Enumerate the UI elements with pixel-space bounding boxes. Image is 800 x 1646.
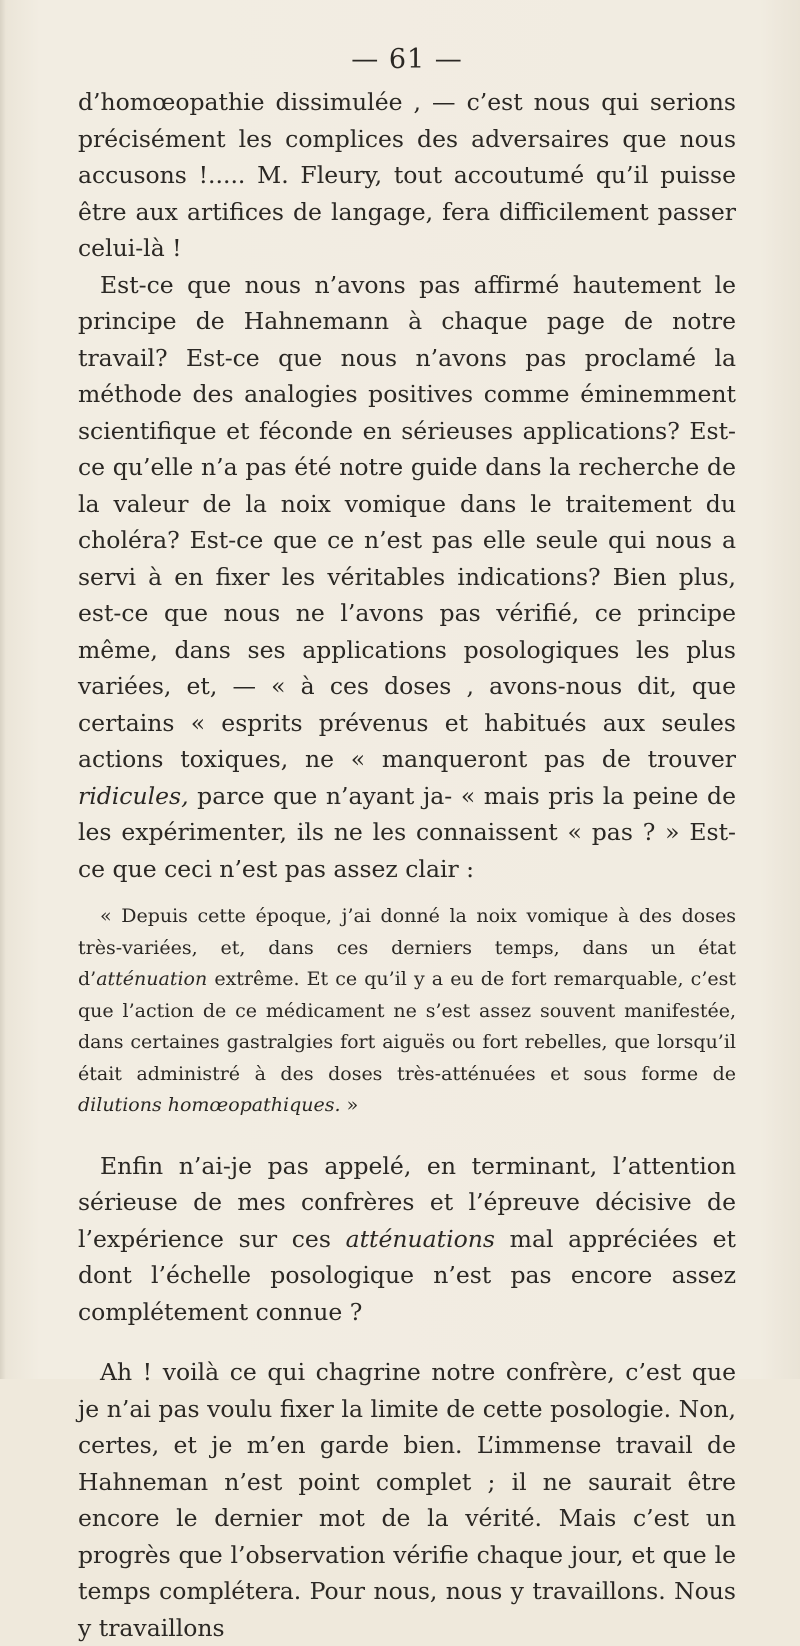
italic-text: atténuation: [96, 968, 208, 990]
italic-text: dilutions homœopathiques.: [78, 1094, 341, 1116]
paragraph: [78, 1354, 736, 1646]
text-segment: parce que n’ayant ja- « mais pris la peine de les expérimenter, ils ne les connaissent « pas ? » Est-ce que ceci n’est pas assez clair :: [78, 781, 736, 883]
text-segment: extrême. Et ce qu’il y a eu de fort remarquable, c’est que l’action de ce médicament ne s’est assez souvent manifestée, dans certaines gastralgies fort aiguës ou fort rebelles, que lorsqu’il était administré à des doses très-atténuées et sous forme de: [78, 968, 736, 1085]
block-quote: [78, 901, 736, 1122]
paragraph-gap: [78, 1330, 736, 1354]
italic-text: ridicules,: [78, 781, 189, 810]
text-segment: « Depuis cette époque, j’ai donné la noix vomique à des doses très-variées, et, dans ces derniers temps, dans un état d’: [78, 905, 736, 990]
italic-text: atténuations: [345, 1224, 495, 1253]
page-number: — 61 —: [351, 44, 463, 75]
text-segment: Ah ! voilà ce qui chagrine notre confrère, c’est que je n’ai pas voulu fixer la limite de cette posologie. Non, certes, et je m’en garde bien. L’immense travail de Hahneman n’est point complet ; il ne saurait être encore le dernier mot de la vérité. Mais c’est un progrès que l’observation vérifie chaque jour, et que le temps complétera. Pour nous, nous y travaillons. Nous y travaillons: [78, 1358, 736, 1642]
text-segment: Enfin n’ai-je pas appelé, en terminant, l’attention sérieuse de mes confrères et l’épreuve décisive de l’expérience sur ces: [78, 1151, 736, 1253]
text-segment: Est-ce que nous n’avons pas affirmé hautement le principe de Hahnemann à chaque page de notre travail? Est-ce que nous n’avons pas proclamé la méthode des analogies positives comme éminemment scientifique et féconde en sérieuses applications? Est-ce qu’elle n’a pas été notre guide dans la recherche de la valeur de la noix vomique dans le traitement du choléra? Est-ce que ce n’est pas elle seule qui nous a servi à en fixer les véritables indications? Bien plus, est-ce que nous ne l’avons pas vérifié, ce principe même, dans ses applications posologiques les plus variées, et, — « à ces doses , avons-nous dit, que certains « esprits prévenus et habitués aux seules actions toxiques, ne « manqueront pas de trouver: [78, 270, 736, 773]
text-segment: d’homœopathie dissimulée , — c’est nous qui serions précisément les complices des adversaires que nous accusons !..... M. Fleury, tout accoutumé qu’il puisse être aux artifices de langage, fera difficilement passer celui-là !: [78, 88, 736, 262]
page-text: [78, 44, 736, 1646]
paragraph: [78, 84, 736, 267]
text-segment: »: [340, 1094, 359, 1116]
text-segment: mal appréciées et dont l’échelle posologique n’est pas encore assez complétement connue ?: [78, 1224, 736, 1326]
paragraph: [78, 1148, 736, 1331]
paragraph: [78, 267, 736, 888]
